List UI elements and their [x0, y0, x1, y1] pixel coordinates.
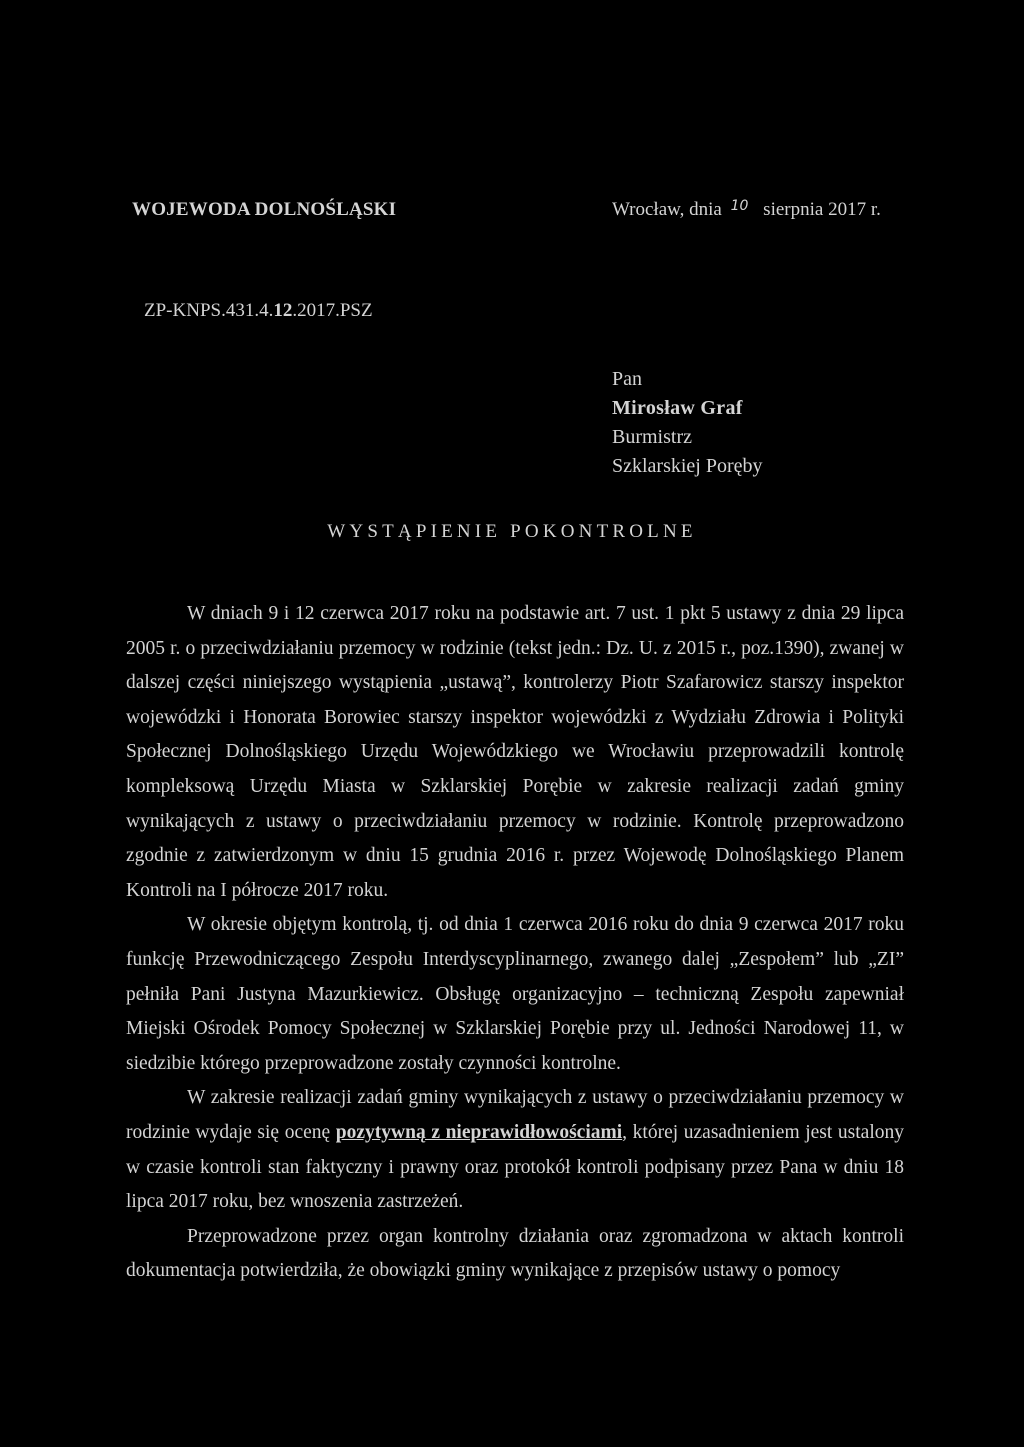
addressee-salutation: Pan	[612, 368, 642, 390]
issuing-authority: WOJEWODA DOLNOŚLĄSKI	[132, 199, 397, 220]
addressee-block	[612, 365, 763, 481]
document-body	[126, 597, 904, 1289]
case-number-bold: 12	[273, 300, 293, 321]
assessment-result: pozytywną z nieprawidłowościami	[335, 1121, 623, 1143]
handwritten-day: 10	[730, 198, 749, 214]
date-prefix: Wrocław, dnia	[612, 199, 722, 220]
addressee-position: Burmistrz	[612, 426, 692, 448]
addressee-name: Mirosław Graf	[612, 397, 743, 419]
case-reference-number	[144, 300, 373, 322]
date-suffix: sierpnia 2017 r.	[763, 199, 881, 220]
document-title: WYSTĄPIENIE POKONTROLNE	[327, 521, 697, 542]
paragraph-3-start: W zakresie realizacji zadań gminy wynikających z ustawy o przeciwdziałaniu przemocy w rodzinie wydaje się ocenę	[126, 1087, 904, 1143]
document-date	[612, 199, 881, 221]
paragraph-4: Przeprowadzone przez organ kontrolny działania oraz zgromadzona w aktach kontroli dokumentacja potwierdziła, że obowiązki gminy wynikające z przepisów ustawy o pomocy	[126, 1225, 904, 1282]
paragraph-3	[126, 1081, 904, 1219]
case-number-suffix: .2017.PSZ	[292, 300, 373, 321]
paragraph-2: W okresie objętym kontrolą, tj. od dnia 1 czerwca 2016 roku do dnia 9 czerwca 2017 roku funkcję Przewodniczącego Zespołu Interdyscyplinarnego, zwanego dalej „Zespołem” lub „ZI” pełniła Pani Justyna Mazurkiewicz. Obsługę organizacyjno – techniczną Zespołu zapewniał Miejski Ośrodek Pomocy Społecznej w Szklarskiej Porębie przy ul. Jedności Narodowej 11, w siedzibie którego przeprowadzone zostały czynności kontrolne.	[126, 914, 904, 1074]
addressee-office: Szklarskiej Poręby	[612, 455, 763, 477]
paragraph-1: W dniach 9 i 12 czerwca 2017 roku na podstawie art. 7 ust. 1 pkt 5 ustawy z dnia 29 lipca 2005 r. o przeciwdziałaniu przemocy w rodzinie (tekst jedn.: Dz. U. z 2015 r., poz.1390), zwanej w dalszej części niniejszego wystąpienia „ustawą”, kontrolerzy Piotr Szafarowicz starszy inspektor wojewódzki i Honorata Borowiec starszy inspektor wojewódzki z Wydziału Zdrowia i Polityki Społecznej Dolnośląskiego Urzędu Wojewódzkiego we Wrocławiu przeprowadzili kontrolę kompleksową Urzędu Miasta w Szklarskiej Porębie w zakresie realizacji zadań gminy wynikających z ustawy o przeciwdziałaniu przemocy w rodzinie. Kontrolę przeprowadzono zgodnie z zatwierdzonym w dniu 15 grudnia 2016 r. przez Wojewodę Dolnośląskiego Planem Kontroli na I półrocze 2017 roku.	[126, 603, 904, 901]
paragraph-3-end: , której uzasadnieniem jest ustalony w czasie kontroli stan faktyczny i prawny oraz protokół kontroli podpisany przez Pana w dniu 18 lipca 2017 roku, bez wnoszenia zastrzeżeń.	[126, 1121, 904, 1213]
case-number-prefix: ZP-KNPS.431.4.	[144, 300, 274, 321]
